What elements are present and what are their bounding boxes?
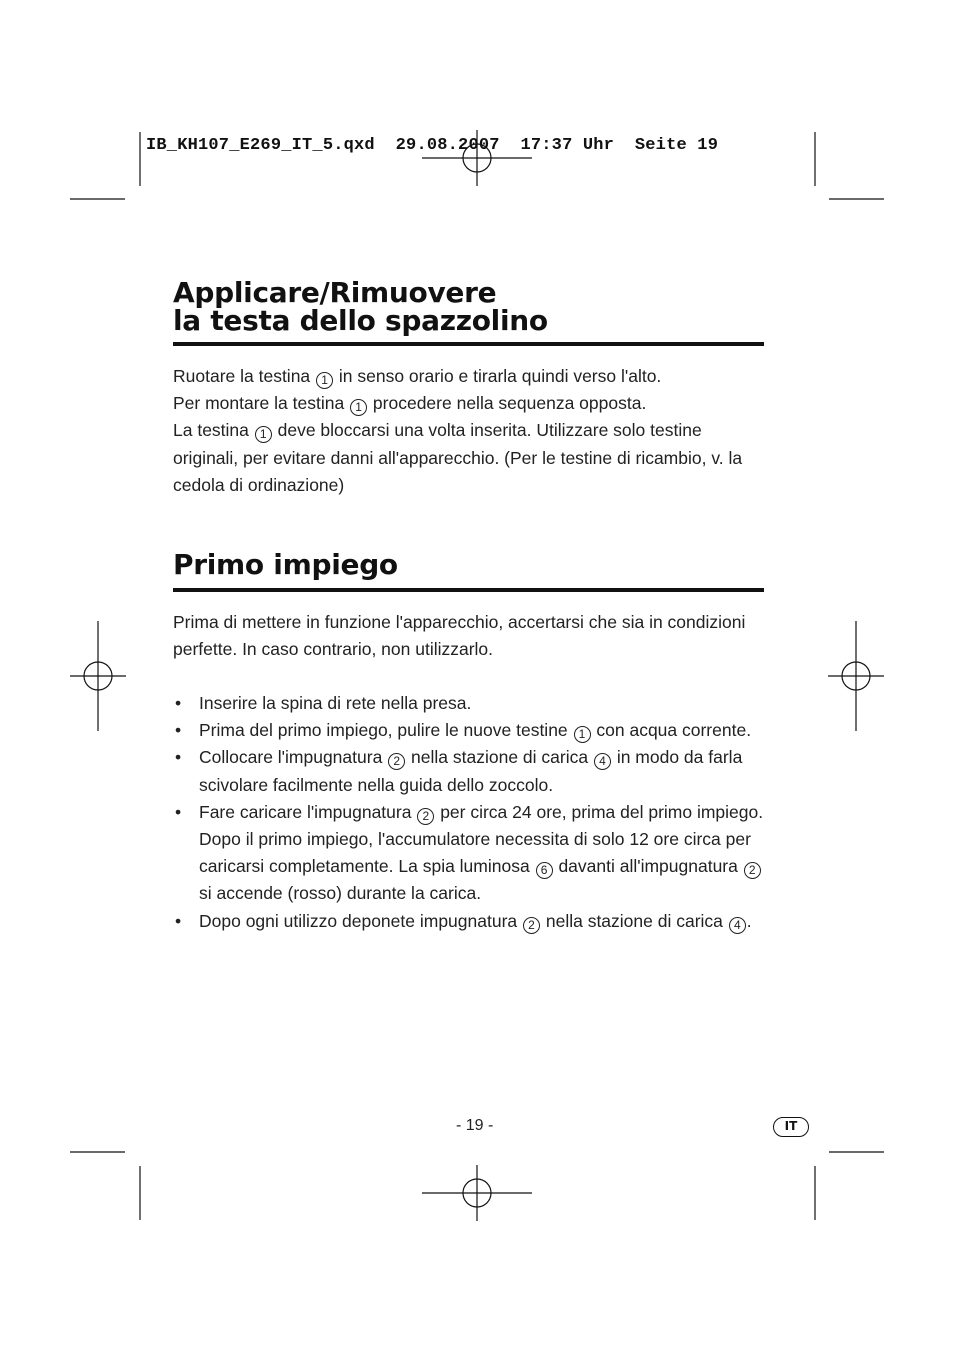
heading-rule	[173, 588, 764, 592]
list-item: • Inserire la spina di rete nella presa.	[173, 690, 773, 717]
section-title-applicare	[173, 276, 548, 337]
bullet-list	[173, 690, 773, 935]
ref-number: 4	[729, 917, 746, 934]
ref-number: 6	[536, 862, 553, 879]
ref-number: 1	[255, 426, 272, 443]
list-item: • Fare caricare l'impugnatura 2 per circa 24 ore, prima del primo impiego. Dopo il primo impiego, l'accumulatore necessita di solo 12 ore circa per caricarsi completamente. La spia luminosa 6 davanti all'impugnatura 2 si accende (rosso) durante la carica.	[173, 799, 773, 908]
list-item: • Dopo ogni utilizzo deponete impugnatura 2 nella stazione di carica 4 .	[173, 908, 773, 935]
ref-number: 1	[574, 726, 591, 743]
list-item: • Prima del primo impiego, pulire le nuove testine 1 con acqua corrente.	[173, 717, 773, 744]
ref-number: 1	[316, 372, 333, 389]
title-line-2: la testa dello spazzolino	[173, 304, 548, 337]
page-number: - 19 -	[456, 1117, 494, 1134]
heading-rule	[173, 342, 764, 346]
section2-intro	[173, 609, 763, 663]
ref-number: 2	[744, 862, 761, 879]
body-line: La testina 1 deve bloccarsi una volta inserita. Utilizzare solo testine originali, per evitare danni all'apparecchio. (Per le testine di ricambio, v. la cedola di ordinazione)	[173, 420, 743, 495]
section-title-primo-impiego: Primo impiego	[173, 548, 398, 581]
ref-number: 2	[388, 753, 405, 770]
intro-text: Prima di mettere in funzione l'apparecchio, accertarsi che sia in condizioni perfette. In caso contrario, non utilizzarlo.	[173, 612, 746, 660]
ref-number: 1	[350, 399, 367, 416]
ref-number: 2	[523, 917, 540, 934]
language-badge: IT	[773, 1117, 809, 1137]
title-line-1: Applicare/Rimuovere	[173, 276, 497, 309]
body-line: Ruotare la testina 1 in senso orario e tirarla quindi verso l'alto.	[173, 366, 662, 387]
list-item: • Collocare l'impugnatura 2 nella stazione di carica 4 in modo da farla scivolare facilmente nella guida dello zoccolo.	[173, 744, 773, 798]
ref-number: 4	[594, 753, 611, 770]
body-line: Per montare la testina 1 procedere nella sequenza opposta.	[173, 393, 647, 415]
ref-number: 2	[417, 808, 434, 825]
section1-body	[173, 363, 773, 499]
file-slug: IB_KH107_E269_IT_5.qxd 29.08.2007 17:37 Uhr Seite 19	[146, 136, 719, 155]
